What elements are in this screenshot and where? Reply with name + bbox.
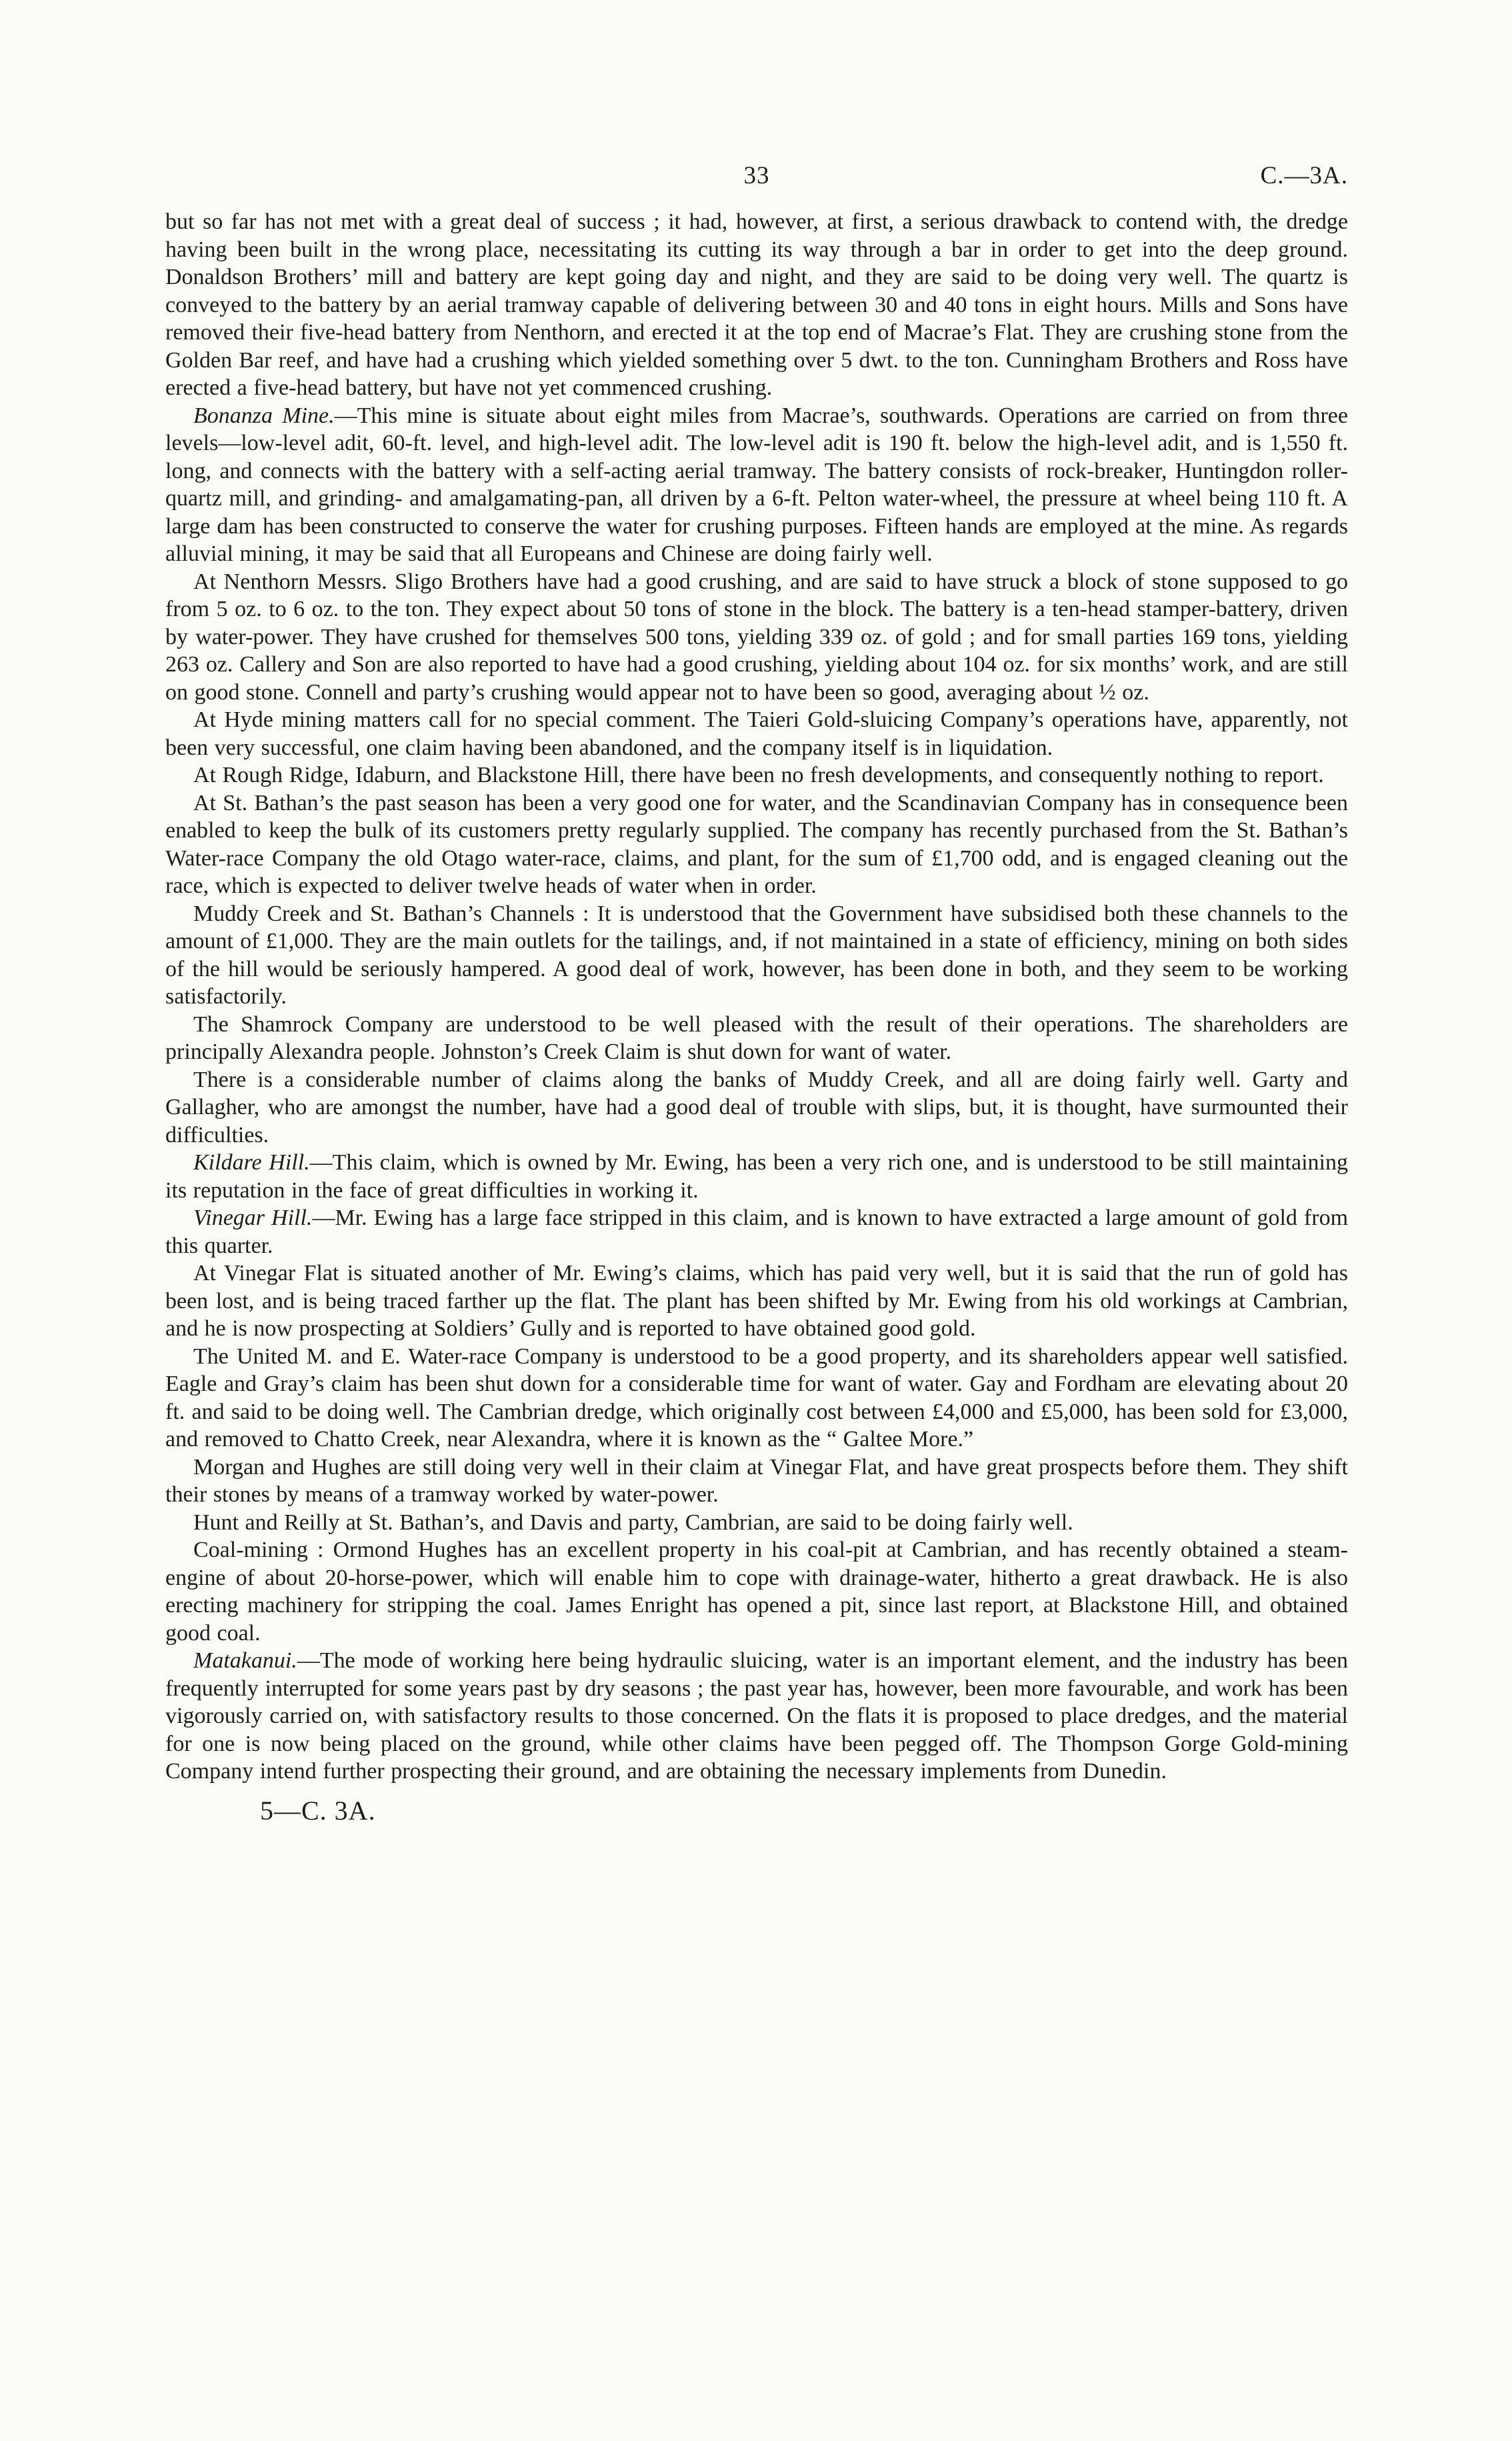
paragraph: At St. Bathan’s the past season has been a very good one for water, and the Scandinavian Company has in consequence been enabled to keep the bulk of its customers pretty regularly supplied. The company has recently purchased from the St. Bathan’s Water-race Company the old Otago water-race, claims, and plant, for the sum of £1,700 odd, and is engaged cleaning out the race, which is expected to deliver twelve heads of water when in order.	[165, 790, 1348, 898]
paragraph: Morgan and Hughes are still doing very well in their claim at Vinegar Flat, and have great prospects before them. They shift their stones by means of a tramway worked by water-power.	[165, 1454, 1348, 1507]
document-reference: C.—3A.	[1260, 162, 1348, 189]
page-header	[165, 161, 1348, 208]
report-body	[165, 208, 1348, 1786]
paragraph-lead: Vinegar Hill.	[193, 1205, 313, 1230]
paragraph: Coal-mining : Ormond Hughes has an excellent property in his coal-pit at Cambrian, and has recently obtained a steam-engine of about 20-horse-power, which will enable him to cope with drainage-water, hitherto a great drawback. He is also erecting machinery for stripping the coal. James Enright has opened a pit, since last report, at Blackstone Hill, and obtained good coal.	[165, 1538, 1348, 1646]
page-number: 33	[743, 162, 770, 189]
paragraph: Hunt and Reilly at St. Bathan’s, and Davis and party, Cambrian, are said to be doing fairly well.	[193, 1510, 1073, 1535]
page-footer	[260, 1795, 1348, 1826]
signature-mark: 5—C. 3A.	[260, 1795, 376, 1826]
paragraph: Bonanza Mine.—This mine is situate about eight miles from Macrae’s, southwards. Operations are carried on from three levels—low-level adit, 60-ft. level, and high-level adit. The low-level adit is 190 ft. below the high-level adit, and is 1,550 ft. long, and connects with the battery with a self-acting aerial tramway. The battery consists of rock-breaker, Huntingdon roller-quartz mill, and grinding- and amalgamating-pan, all driven by a 6-ft. Pelton water-wheel, the pressure at wheel being 110 ft. A large dam has been constructed to conserve the water for crushing purposes. Fifteen hands are employed at the mine. As regards alluvial mining, it may be said that all Europeans and Chinese are doing fairly well.	[165, 403, 1348, 566]
paragraph: At Hyde mining matters call for no special comment. The Taieri Gold-sluicing Company’s operations have, apparently, not been very successful, one claim having been abandoned, and the company itself is in liquidation.	[165, 707, 1348, 760]
paragraph: Matakanui.—The mode of working here being hydraulic sluicing, water is an important element, and the industry has been frequently interrupted for some years past by dry seasons ; the past year has, however, been more favourable, and work has been vigorously carried on, with satisfactory results to those concerned. On the flats it is proposed to place dredges, and the material for one is now being placed on the ground, while other claims have been pegged off. The Thompson Gorge Gold-mining Company intend further prospecting their ground, and are obtaining the necessary implements from Dunedin.	[165, 1648, 1348, 1784]
paragraph: Vinegar Hill.—Mr. Ewing has a large face stripped in this claim, and is known to have extracted a large amount of gold from this quarter.	[165, 1205, 1349, 1258]
paragraph: but so far has not met with a great deal of success ; it had, however, at first, a serious drawback to contend with, the dredge having been built in the wrong place, necessitating its cutting its way through a bar in order to get into the deep ground. Donaldson Brothers’ mill and battery are kept going day and night, and they are said to be doing very well. The quartz is conveyed to the battery by an aerial tramway capable of delivering between 30 and 40 tons in eight hours. Mills and Sons have removed their five-head battery from Nenthorn, and erected it at the top end of Macrae’s Flat. They are crushing stone from the Golden Bar reef, and have had a crushing which yielded something over 5 dwt. to the ton. Cunningham Brothers and Ross have erected a five-head battery, but have not yet commenced crushing.	[165, 209, 1348, 400]
paragraph-lead: Matakanui.	[193, 1648, 297, 1673]
paragraph: The United M. and E. Water-race Company is understood to be a good property, and its shareholders appear well satisfied. Eagle and Gray’s claim has been shut down for a considerable time for want of water. Gay and Fordham are elevating about 20 ft. and said to be doing well. The Cambrian dredge, which originally cost between £4,000 and £5,000, has been sold for £3,000, and removed to Chatto Creek, near Alexandra, where it is known as the “ Galtee More.”	[165, 1344, 1348, 1452]
paragraph: There is a considerable number of claims along the banks of Muddy Creek, and all are doing fairly well. Garty and Gallagher, who are amongst the number, have had a good deal of trouble with slips, but, it is thought, have surmounted their difficulties.	[165, 1067, 1348, 1147]
paragraph: Muddy Creek and St. Bathan’s Channels : It is understood that the Government have subsidised both these channels to the amount of £1,000. They are the main outlets for the tailings, and, if not maintained in a state of efficiency, mining on both sides of the hill would be seriously hampered. A good deal of work, however, has been done in both, and they seem to be working satisfactorily.	[165, 901, 1348, 1009]
paragraph-lead: Kildare Hill.	[193, 1150, 310, 1175]
paragraph: The Shamrock Company are understood to be well pleased with the result of their operations. The shareholders are principally Alexandra people. Johnston’s Creek Claim is shut down for want of water.	[165, 1011, 1348, 1064]
paragraph-lead: Bonanza Mine.	[193, 403, 335, 428]
paragraph: Kildare Hill.—This claim, which is owned by Mr. Ewing, has been a very rich one, and is understood to be still maintaining its reputation in the face of great difficulties in working it.	[165, 1150, 1348, 1203]
paragraph: At Vinegar Flat is situated another of Mr. Ewing’s claims, which has paid very well, but it is said that the run of gold has been lost, and is being traced farther up the flat. The plant has been shifted by Mr. Ewing from his old workings at Cambrian, and he is now prospecting at Soldiers’ Gully and is reported to have obtained good gold.	[165, 1261, 1348, 1341]
paragraph: At Rough Ridge, Idaburn, and Blackstone Hill, there have been no fresh developments, and consequently nothing to report.	[193, 763, 1324, 787]
paragraph: At Nenthorn Messrs. Sligo Brothers have had a good crushing, and are said to have struck a block of stone supposed to go from 5 oz. to 6 oz. to the ton. They expect about 50 tons of stone in the block. The battery is a ten-head stamper-battery, driven by water-power. They have crushed for themselves 500 tons, yielding 339 oz. of gold ; and for small parties 169 tons, yielding 263 oz. Callery and Son are also reported to have had a good crushing, yielding about 104 oz. for six months’ work, and are still on good stone. Connell and party’s crushing would appear not to have been so good, averaging about ½ oz.	[165, 569, 1348, 705]
